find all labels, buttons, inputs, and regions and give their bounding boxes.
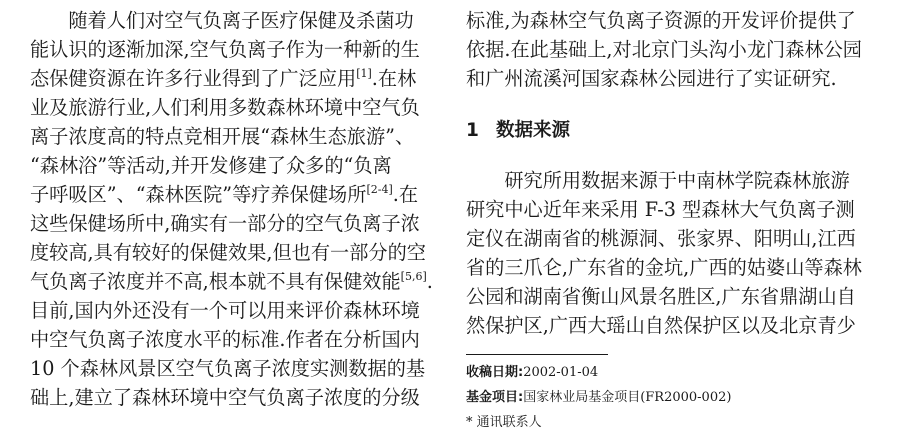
left-line-7-text: 子呼吸区”、“森林医院”等疗养保健场所: [30, 183, 367, 206]
received-label: 收稿日期:: [466, 365, 524, 380]
section-heading: [466, 116, 570, 145]
left-line-9: 度较高,具有较好的保健效果,但也有一部分的空: [30, 241, 426, 264]
citation-ref-2: [2-4]: [366, 183, 393, 196]
left-line-3-tail: .在林: [371, 67, 417, 90]
left-line-10-tail: .: [426, 270, 433, 293]
right-line-7: 省的三爪仑,广东省的金坑,广西的姑婆山等森林: [466, 256, 862, 279]
section-number: 1: [466, 120, 479, 141]
left-line-6: “森林浴”等活动,并开发修建了众多的“负离: [30, 154, 392, 177]
left-line-1: 随着人们对空气负离子医疗保健及杀菌功: [30, 9, 414, 32]
right-line-2: 依据.在此基础上,对北京门头沟小龙门森林公园: [466, 38, 862, 61]
footnote-corresponding: * 通讯联系人: [466, 415, 542, 430]
left-line-3: [30, 64, 416, 93]
left-line-11: 目前,国内外还没有一个可以用来评价森林环境: [30, 299, 420, 322]
footnote-received: [466, 364, 598, 382]
right-line-1: 标准,为森林空气负离子资源的开发评价提供了: [466, 9, 856, 32]
right-line-5: 研究中心近年来采用 F-3 型森林大气负离子测: [466, 198, 855, 221]
right-line-4: 研究所用数据来源于中南林学院森林旅游: [466, 169, 850, 192]
left-line-14: 础上,建立了森林环境中空气负离子浓度的分级: [30, 386, 420, 409]
left-line-12: 中空气负离子浓度水平的标准.作者在分析国内: [30, 328, 420, 351]
fund-value: 国家林业局基金项目(FR2000-002): [523, 390, 732, 405]
left-line-3-text: 态保健资源在许多行业得到了广泛应用: [30, 67, 357, 90]
citation-ref-3: [5,6]: [400, 270, 427, 283]
left-line-10-text: 气负离子浓度并不高,根本就不具有保健效能: [30, 270, 401, 293]
left-line-13: 10 个森林风景区空气负离子浓度实测数据的基: [30, 357, 426, 380]
right-line-8: 公园和湖南省衡山风景名胜区,广东省鼎湖山自: [466, 285, 856, 308]
left-line-5: 离子浓度高的特点竞相开展“森林生态旅游”、: [30, 125, 415, 148]
received-value: 2002-01-04: [523, 365, 599, 380]
left-line-7-tail: .在: [392, 183, 419, 206]
right-line-9: 然保护区,广西大瑶山自然保护区以及北京青少: [466, 314, 856, 337]
left-line-8: 这些保健场所中,确实有一部分的空气负离子浓: [30, 212, 420, 235]
left-line-2: 能认识的逐渐加深,空气负离子作为一种新的生: [30, 38, 420, 61]
citation-ref-1: [1]: [356, 67, 372, 80]
right-line-6: 定仪在湖南省的桃源洞、张家界、阳明山,江西: [466, 227, 856, 250]
right-line-3: 和广州流溪河国家森林公园进行了实证研究.: [466, 67, 837, 90]
left-line-7: [30, 180, 418, 209]
left-line-4: 业及旅游行业,人们利用多数森林环境中空气负: [30, 96, 420, 119]
footnote-fund: [466, 389, 731, 407]
fund-label: 基金项目:: [466, 390, 524, 405]
section-title: 数据来源: [496, 120, 571, 141]
left-line-10: [30, 267, 433, 296]
footnote-divider: [466, 354, 608, 355]
